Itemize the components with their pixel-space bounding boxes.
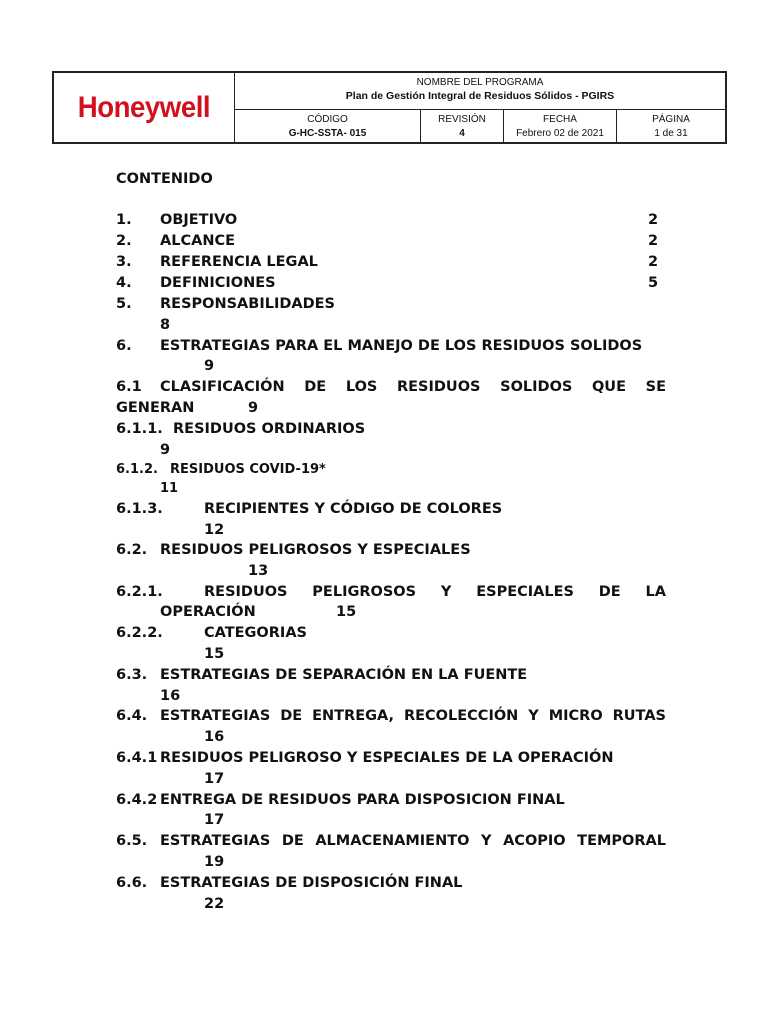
toc-entry-text: CLASIFICACIÓN DE LOS RESIDUOS SOLIDOS QUE SE (160, 379, 666, 395)
toc-entry-page: 22 (204, 896, 225, 912)
toc-entry-text: ESTRATEGIAS DE DISPOSICIÓN FINAL (160, 875, 463, 891)
toc-entry-num: 6.5. (116, 833, 148, 849)
toc-entry-num: 6.1.3. (116, 501, 163, 517)
code-label: CÓDIGO (307, 114, 348, 125)
toc-entry-num: 3. (116, 254, 132, 270)
toc-entry-page: 2 (648, 212, 659, 228)
toc-entry-num: 6.2.2. (116, 625, 163, 641)
toc-entry-text: ENTREGA DE RESIDUOS PARA DISPOSICION FINAL (160, 792, 565, 808)
toc-entry-page: 12 (204, 522, 225, 538)
toc-entry-page: 9 (248, 400, 259, 416)
toc-entry-num: 6.1 (116, 379, 142, 395)
toc-entry-page: 17 (204, 812, 225, 828)
program-cell (235, 73, 725, 110)
toc-entry-text: CATEGORIAS (204, 625, 307, 641)
toc-entry-num: 6.3. (116, 667, 148, 683)
toc-entry-page: 19 (204, 854, 225, 870)
date-value: Febrero 02 de 2021 (516, 128, 604, 139)
revision-cell (421, 110, 504, 144)
toc-entry-num: 6.6. (116, 875, 148, 891)
toc-entry-text: ESTRATEGIAS DE ALMACENAMIENTO Y ACOPIO TEMPORAL (160, 833, 666, 849)
document-header (52, 71, 727, 144)
toc-entry-page: 11 (160, 481, 179, 496)
page-label: PÁGINA (652, 114, 690, 125)
toc-entry-page: 16 (160, 688, 181, 704)
revision-label: REVISIÓN (438, 114, 486, 125)
toc-entry-num: 6.4.1 (116, 750, 158, 766)
toc-entry-num: 6. (116, 338, 132, 354)
date-label: FECHA (543, 114, 577, 125)
program-label: NOMBRE DEL PROGRAMA (416, 77, 544, 88)
toc-entry-text: RESPONSABILIDADES (160, 296, 335, 312)
toc-entry-text: RESIDUOS COVID-19* (170, 462, 326, 477)
toc-entry-text: ESTRATEGIAS DE ENTREGA, RECOLECCIÓN Y MICRO RUTAS (160, 708, 666, 724)
program-name: Plan de Gestión Integral de Residuos Sólidos - PGIRS (345, 90, 615, 102)
toc-entry-num: 6.4. (116, 708, 148, 724)
toc-entry-text: DEFINICIONES (160, 275, 276, 291)
toc-entry-text-cont: GENERAN (116, 400, 195, 416)
toc-entry-text: RESIDUOS PELIGROSO Y ESPECIALES DE LA OPERACIÓN (160, 750, 614, 766)
logo-text: Honeywell (77, 90, 211, 124)
toc-entry-page: 15 (204, 646, 225, 662)
toc-entry-text: REFERENCIA LEGAL (160, 254, 318, 270)
toc-entry-page: 8 (160, 317, 171, 333)
page-cell (617, 110, 725, 144)
toc-entry-page: 13 (248, 563, 269, 579)
toc-entry-text: RECIPIENTES Y CÓDIGO DE COLORES (204, 501, 503, 517)
toc-entry-num: 6.4.2 (116, 792, 158, 808)
toc-entry-page: 5 (648, 275, 659, 291)
toc-entry-num: 1. (116, 212, 132, 228)
toc-entry-page: 9 (204, 358, 215, 374)
page-value: 1 de 31 (654, 128, 688, 139)
code-cell (235, 110, 421, 144)
date-cell (504, 110, 617, 144)
toc-entry-num: 6.1.1. (116, 421, 163, 437)
header-meta-row (235, 110, 725, 144)
toc-entry-num: 6.2. (116, 542, 148, 558)
toc-entry-page: 17 (204, 771, 225, 787)
toc-entry-text: ALCANCE (160, 233, 236, 249)
toc-entry-page: 16 (204, 729, 225, 745)
toc-entry-num: 6.2.1. (116, 584, 163, 600)
header-info (235, 73, 725, 142)
toc-entry-num: 6.1.2. (116, 462, 158, 477)
toc-entry-text: ESTRATEGIAS PARA EL MANEJO DE LOS RESIDUOS SOLIDOS (160, 338, 643, 354)
toc-entry-num: 5. (116, 296, 132, 312)
toc-entry-text: RESIDUOS PELIGROSOS Y ESPECIALES DE LA (204, 584, 666, 600)
toc-entry-page: 2 (648, 254, 659, 270)
toc-entry-page: 15 (336, 604, 357, 620)
toc-title: CONTENIDO (116, 171, 213, 187)
toc-entry-text-cont: OPERACIÓN (160, 604, 256, 620)
code-value: G-HC-SSTA- 015 (288, 128, 367, 139)
toc-entry-page: 9 (160, 442, 171, 458)
toc-entry-num: 4. (116, 275, 132, 291)
toc-entry-text: OBJETIVO (160, 212, 238, 228)
honeywell-logo (54, 73, 235, 142)
toc-entry-text: ESTRATEGIAS DE SEPARACIÓN EN LA FUENTE (160, 667, 528, 683)
toc-entry-text: RESIDUOS PELIGROSOS Y ESPECIALES (160, 542, 471, 558)
toc-entry-text: RESIDUOS ORDINARIOS (173, 421, 366, 437)
toc-entry-num: 2. (116, 233, 132, 249)
revision-value: 4 (459, 128, 465, 139)
toc-entry-page: 2 (648, 233, 659, 249)
